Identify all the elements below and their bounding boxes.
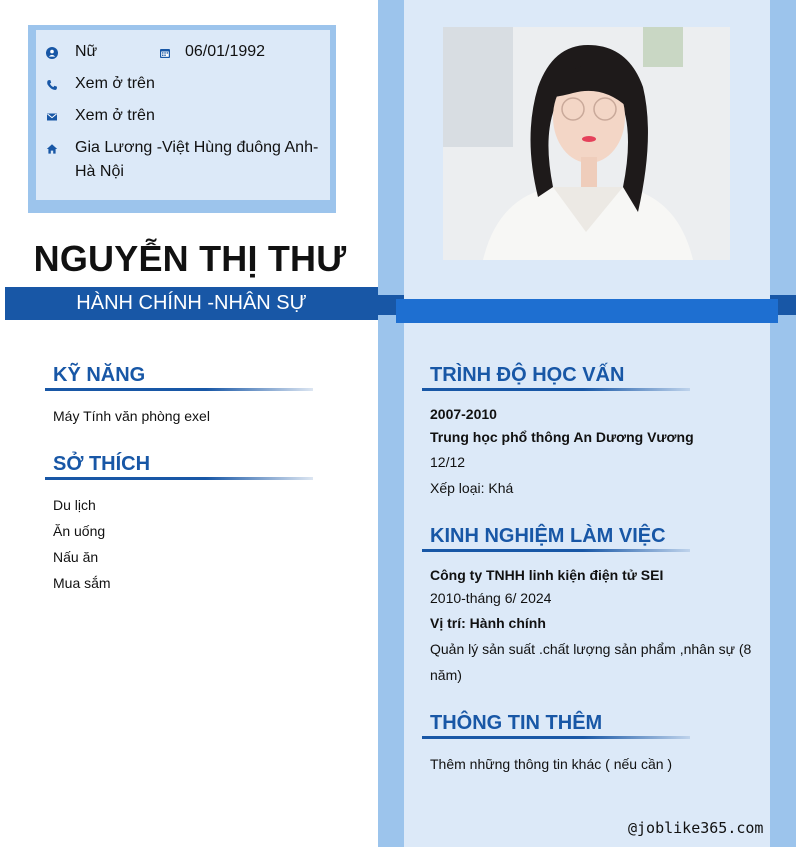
- education-school: Trung học phổ thông An Dương Vương: [430, 429, 694, 445]
- candidate-name: NGUYỄN THỊ THƯ: [33, 238, 347, 279]
- home-icon: [44, 141, 60, 157]
- watermark: @joblike365.com: [628, 819, 764, 837]
- divider-strip: [396, 299, 778, 323]
- hobby-item: Ăn uống: [53, 523, 106, 539]
- email-text: Xem ở trên: [75, 107, 155, 124]
- hobby-item: Nấu ăn: [53, 549, 99, 565]
- experience-heading-underline: [422, 549, 690, 552]
- address-line-1: Gia Lương -Việt Hùng đuông Anh-: [75, 139, 319, 156]
- experience-company: Công ty TNHH linh kiện điện tử SEI: [430, 567, 664, 583]
- hobby-item: Du lịch: [53, 497, 96, 513]
- phone-text: Xem ở trên: [75, 75, 155, 92]
- education-grade: 12/12: [430, 454, 466, 470]
- education-heading: TRÌNH ĐỘ HỌC VẤN: [430, 364, 625, 386]
- education-rank: Xếp loại: Khá: [430, 480, 514, 496]
- experience-description-cont: năm): [430, 667, 462, 683]
- calendar-icon: [157, 45, 173, 61]
- dob-text: 06/01/1992: [185, 43, 266, 60]
- extra-info-heading-underline: [422, 736, 690, 739]
- education-period: 2007-2010: [430, 406, 497, 422]
- mail-icon: [44, 109, 60, 125]
- hobbies-heading-underline: [45, 477, 313, 480]
- profile-photo: [443, 27, 730, 260]
- extra-info-text: Thêm những thông tin khác ( nếu cần ): [430, 756, 673, 772]
- experience-role: Vị trí: Hành chính: [430, 615, 546, 631]
- experience-description: Quản lý sản suất .chất lượng sản phẩm ,nhân sự (8: [430, 641, 752, 657]
- phone-icon: [44, 77, 60, 93]
- gender-text: Nữ: [75, 43, 98, 60]
- skill-item: Máy Tính văn phòng exel: [53, 408, 210, 424]
- hobby-item: Mua sắm: [53, 575, 111, 591]
- user-icon: [44, 45, 60, 61]
- experience-heading: KINH NGHIỆM LÀM VIỆC: [430, 525, 666, 547]
- skills-heading: KỸ NĂNG: [53, 364, 146, 386]
- experience-period: 2010-tháng 6/ 2024: [430, 590, 552, 606]
- extra-info-heading: THÔNG TIN THÊM: [430, 712, 603, 734]
- address-line-2: Hà Nội: [75, 163, 124, 180]
- hobbies-heading: SỞ THÍCH: [53, 453, 151, 475]
- position-title: HÀNH CHÍNH -NHÂN SỰ: [76, 292, 307, 314]
- education-heading-underline: [422, 388, 690, 391]
- skills-heading-underline: [45, 388, 313, 391]
